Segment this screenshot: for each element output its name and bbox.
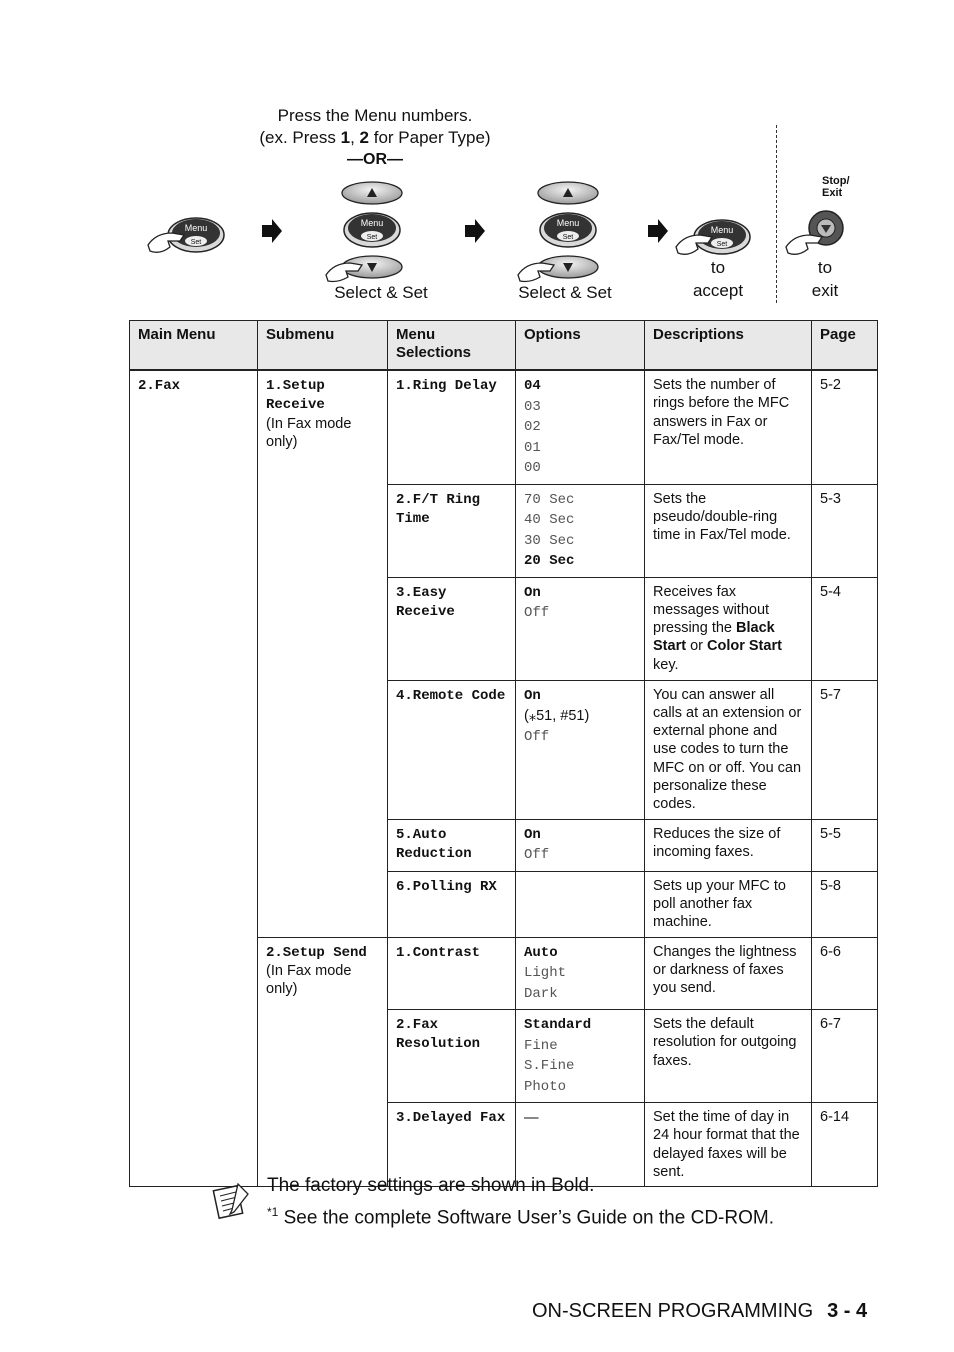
option-default: Auto [524, 944, 558, 961]
option: Off [524, 847, 550, 864]
option: 70 Sec [524, 491, 575, 508]
description-cell: Set the time of day in 24 hour format that the delayed faxes will be sent. [645, 1103, 812, 1187]
instruction-key-1: 1 [340, 128, 351, 147]
hand-icon [786, 235, 822, 254]
option: Dark [524, 985, 558, 1002]
selection-fax-resolution: 2.Fax Resolution [396, 1017, 481, 1053]
dashed-divider [776, 125, 777, 303]
to-accept-caption-2: accept [692, 281, 744, 300]
selection-easy-receive: 3.Easy Receive [396, 584, 455, 620]
option: 02 [524, 419, 541, 435]
description-cell: Reduces the size of incoming faxes. [645, 819, 812, 871]
option: S.Fine [524, 1058, 575, 1075]
header-submenu: Submenu [258, 321, 388, 371]
instruction-text: (ex. Press [259, 128, 341, 147]
set-label: Set [190, 239, 202, 246]
description-cell: Sets the pseudo/double-ring time in Fax/Tel mode. [645, 484, 812, 577]
page-cell: 5-8 [812, 871, 878, 937]
option: 30 Sec [524, 532, 575, 549]
page-cell: 6-6 [812, 937, 878, 1010]
footer-section-title: ON-SCREEN PROGRAMMING [532, 1300, 814, 1322]
instruction-key-2: 2 [359, 128, 370, 147]
arrow-right-icon [262, 219, 282, 243]
option-default: On [524, 826, 541, 843]
options-cell [516, 370, 645, 484]
page-cell: 6-14 [812, 1103, 878, 1187]
note-pad-icon [212, 1180, 252, 1220]
key-name: Black Start [653, 620, 775, 655]
software-guide-note [267, 1205, 774, 1229]
description-cell: Changes the lightness or darkness of faxes you send. [645, 937, 812, 1010]
option-default: 20 Sec [524, 553, 575, 569]
submenu-note: (In Fax mode only) [266, 962, 352, 998]
select-set-caption-1: Select & Set [334, 283, 428, 302]
page-cell: 6-7 [812, 1010, 878, 1103]
header-descriptions: Descriptions [645, 321, 812, 371]
selection-cell [388, 370, 516, 484]
menu-label: Menu [360, 218, 384, 228]
option: Off [524, 728, 550, 745]
submenu-setup-receive: 1.Setup Receive [266, 378, 325, 414]
selection-delayed-fax: 3.Delayed Fax [396, 1110, 506, 1127]
description-text: or [686, 638, 707, 655]
menu-label: Menu [556, 218, 580, 228]
page-cell: 5-5 [812, 819, 878, 871]
or-separator: —OR— [347, 151, 403, 168]
submenu-note: (In Fax mode only) [266, 415, 352, 450]
options-cell [516, 937, 645, 1010]
description-cell: You can answer all calls at an extension or external phone and use codes to turn the MFC on or off. You can personalize these codes. [645, 680, 812, 819]
select-set-caption-2: Select & Set [518, 283, 612, 302]
navigation-keys-step2 [326, 182, 402, 282]
footnote-mark: *1 [267, 1205, 279, 1219]
selection-ring-delay: 1.Ring Delay [396, 378, 497, 394]
instruction-text: , [350, 128, 360, 147]
instruction-text: for Paper Type) [369, 128, 491, 147]
option: 01 [524, 439, 541, 456]
to-exit-caption-1: to [817, 258, 833, 277]
description-cell: Sets the number of rings before the MFC answers in Fax or Fax/Tel mode. [645, 370, 812, 484]
page-cell: 5-2 [812, 370, 878, 484]
menu-label: Menu [184, 223, 208, 233]
page-footer [532, 1300, 867, 1323]
instruction-line-1: Press the Menu numbers. [277, 106, 473, 125]
option: 00 [524, 460, 541, 476]
options-cell [516, 1010, 645, 1103]
to-accept-caption-1: to [710, 258, 726, 277]
navigation-keys-step3 [518, 182, 598, 282]
page-cell: 5-3 [812, 484, 878, 577]
selection-cell [388, 577, 516, 680]
table-header-row [130, 321, 878, 371]
page-cell: 5-7 [812, 680, 878, 819]
footnote-text: See the complete Software User’s Guide on the CD-ROM. [278, 1207, 774, 1229]
option: Fine [524, 1037, 558, 1054]
description-text: key. [653, 656, 679, 673]
options-cell [516, 819, 645, 871]
options-cell [516, 484, 645, 577]
submenu-setup-send: 2.Setup Send [266, 944, 367, 961]
main-menu-fax: 2.Fax [138, 378, 181, 394]
header-main-menu: Main Menu [130, 321, 258, 371]
stop-exit-button [786, 211, 843, 254]
set-label: Set [366, 234, 378, 241]
to-exit-caption-2: exit [811, 281, 839, 300]
option: 40 Sec [524, 512, 575, 528]
menu-set-button-step1 [148, 218, 224, 252]
menu-table [129, 320, 878, 1187]
description-text: Receives fax messages without pressing the [653, 583, 770, 637]
options-cell [516, 871, 645, 937]
set-label: Set [716, 241, 728, 248]
selection-polling-rx: 6.Polling RX [396, 878, 497, 895]
option: Off [524, 605, 550, 621]
selection-cell [388, 871, 516, 937]
instruction-line-2 [230, 127, 520, 149]
selection-auto-reduction: 5.Auto Reduction [396, 826, 472, 862]
stop-exit-label-2: Exit [822, 187, 843, 199]
menu-set-button-accept [676, 220, 750, 254]
submenu-cell [258, 370, 388, 937]
submenu-cell [258, 937, 388, 1187]
selection-cell [388, 937, 516, 1010]
description-cell [645, 577, 812, 680]
header-options: Options [516, 321, 645, 371]
option: Photo [524, 1078, 567, 1095]
selection-cell [388, 680, 516, 819]
options-cell [516, 680, 645, 819]
set-label: Set [562, 234, 574, 241]
factory-settings-note: The factory settings are shown in Bold. [267, 1175, 595, 1196]
option: Light [524, 965, 567, 982]
header-page: Page [812, 321, 878, 371]
footer-page-number: 3 - 4 [827, 1300, 868, 1322]
option-default: 04 [524, 378, 541, 394]
options-cell [516, 577, 645, 680]
option-default: On [524, 687, 541, 704]
option-codes: (⁎51, #51) [524, 708, 590, 724]
option-default: Standard [524, 1017, 592, 1034]
description-cell: Sets the default resolution for outgoing faxes. [645, 1010, 812, 1103]
arrow-right-icon [465, 219, 485, 243]
header-menu-selections: Menu Selections [388, 321, 516, 371]
key-name: Color Start [707, 638, 782, 655]
menu-label: Menu [710, 225, 734, 235]
selection-remote-code: 4.Remote Code [396, 687, 506, 704]
page-cell: 5-4 [812, 577, 878, 680]
stop-exit-label-1: Stop/ [822, 175, 850, 187]
selection-contrast: 1.Contrast [396, 944, 481, 961]
option-none: — [524, 1110, 539, 1127]
table-row [130, 370, 878, 484]
description-cell: Sets up your MFC to poll another fax machine. [645, 871, 812, 937]
selection-cell [388, 819, 516, 871]
selection-cell [388, 1010, 516, 1103]
selection-ft-ring-time: 2.F/T Ring Time [396, 491, 481, 527]
main-menu-cell [130, 370, 258, 1187]
arrow-right-icon [648, 219, 668, 243]
option-default: On [524, 584, 541, 601]
selection-cell [388, 484, 516, 577]
option: 03 [524, 398, 541, 415]
